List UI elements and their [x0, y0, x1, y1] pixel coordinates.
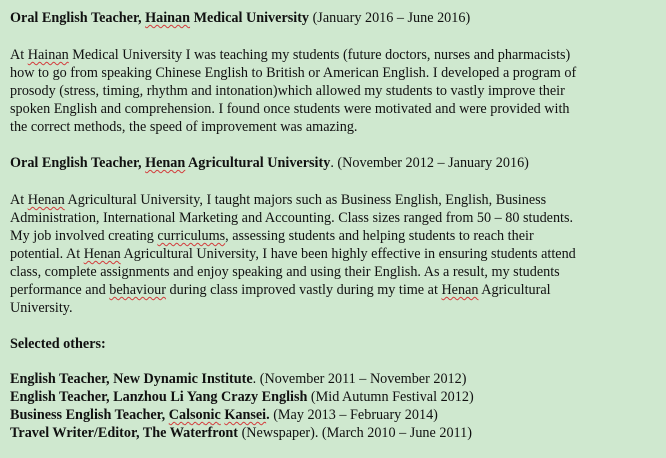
- description-line: potential. At Henan Agricultural University, I have been highly effective in ensuring students attend: [10, 246, 576, 262]
- description-line: class, complete assignments and enjoy speaking and using their English. As a result, my students: [10, 264, 560, 280]
- description-line: prosody (stress, timing, rhythm and intonation)which allowed my students to vastly improve their: [10, 83, 565, 99]
- job-description: [10, 191, 666, 317]
- selected-others-heading: Selected others:: [10, 336, 106, 352]
- description-line: how to go from speaking Chinese English to British or American English. I developed a program of: [10, 65, 577, 81]
- list-item: English Teacher, Lanzhou Li Yang Crazy English (Mid Autumn Festival 2012): [10, 389, 474, 405]
- description-line: At Henan Agricultural University, I taught majors such as Business English, English, Business: [10, 192, 547, 208]
- job-dates: (January 2016 – June 2016): [309, 10, 471, 26]
- description-line: the correct methods, the speed of improvement was amazing.: [10, 119, 358, 135]
- job-role: Oral English Teacher, Henan Agricultural University: [10, 155, 331, 171]
- description-line: Administration, International Marketing and Accounting. Class sizes ranged from 50 – 80 students.: [10, 210, 574, 226]
- job-description: [10, 46, 666, 136]
- list-item: Business English Teacher, Calsonic Kansei. (May 2013 – February 2014): [10, 407, 438, 423]
- list-item: English Teacher, New Dynamic Institute. (November 2011 – November 2012): [10, 371, 467, 387]
- description-line: My job involved creating curriculums, assessing students and helping students to reach their: [10, 228, 534, 244]
- description-line: University.: [10, 300, 73, 316]
- job-dates: . (November 2012 – January 2016): [330, 155, 529, 171]
- other-jobs-list: [10, 370, 666, 442]
- list-item: Travel Writer/Editor, The Waterfront (Newspaper). (March 2010 – June 2011): [10, 425, 472, 441]
- job-role: Oral English Teacher, Hainan Medical University: [10, 10, 310, 26]
- job-hainan: [10, 9, 666, 136]
- description-line: At Hainan Medical University I was teaching my students (future doctors, nurses and pharmacists): [10, 47, 571, 63]
- job-henan: [10, 154, 666, 317]
- description-line: spoken English and comprehension. I found once students were motivated and were provided with: [10, 101, 570, 117]
- description-line: performance and behaviour during class improved vastly during my time at Henan Agricultural: [10, 282, 551, 298]
- job-title-line: [10, 154, 666, 172]
- job-title-line: [10, 9, 666, 27]
